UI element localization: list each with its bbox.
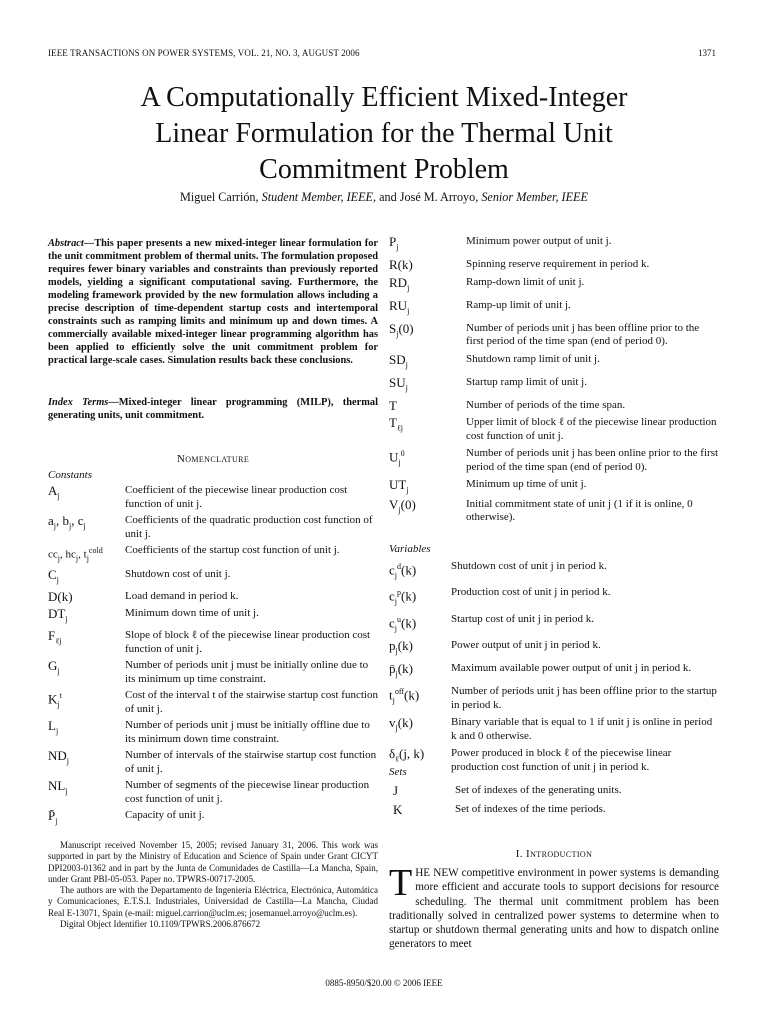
paper-title: [60, 80, 708, 188]
symbol: $G_j$: [48, 658, 60, 676]
author-1: Miguel Carrión,: [180, 190, 259, 204]
drop-cap: T: [389, 862, 413, 904]
description: Coefficients of the quadratic production cost function of unit j.: [125, 514, 373, 540]
description: Coefficients of the startup cost function of unit j.: [125, 544, 340, 556]
list-item: [389, 258, 719, 272]
list-item: [389, 716, 719, 743]
list-item: [389, 416, 719, 443]
symbol: $cc_j$, $hc_j$, $t_j^{cold}$: [48, 546, 103, 563]
description: Initial commitment state of unit j (1 if it is online, 0 otherwise).: [466, 497, 693, 524]
description: Power produced in block ℓ of the piecewise linear production cost function of unit j in period k.: [451, 747, 672, 773]
description: Minimum up time of unit j.: [466, 478, 587, 491]
symbol: $S_j(0)$: [389, 320, 414, 339]
footnote: [48, 840, 378, 930]
list-item: [389, 803, 719, 817]
symbol: $T_{\ell j}$: [389, 415, 404, 434]
description: Number of segments of the piecewise linear production cost function of unit j.: [125, 779, 370, 805]
list-item: [389, 613, 719, 635]
description: Number of periods unit j has been online prior to the first period of the time span (end of period 0).: [466, 447, 719, 473]
description: Shutdown cost of unit j.: [125, 568, 231, 581]
symbol: J: [393, 783, 399, 798]
constants-list: [48, 469, 378, 828]
symbol: $p̄_j(k)$: [389, 661, 413, 679]
footnote-manuscript: Manuscript received November 15, 2005; revised January 31, 2006. This work was supported in part by the Ministry of Education and Science of Spain under Grant CICYT DPI2003-01362 and in part by the Junta de Comunidades de Castilla—La Mancha, Spain, under Grant PBI-05-053. Paper no. TPWRS-00717-2005.: [48, 840, 378, 884]
list-item: [389, 276, 719, 295]
symbol: T: [389, 397, 397, 413]
description: Cost of the interval t of the stairwise startup cost function of unit j.: [125, 689, 378, 715]
title-line-2: Linear Formulation for the Thermal Unit: [155, 118, 613, 149]
description: Number of periods of the time span.: [466, 398, 626, 411]
title-line-3: Commitment Problem: [259, 154, 509, 185]
description: Coefficient of the piecewise linear production cost function of unit j.: [125, 484, 348, 510]
symbol: $P_j$: [389, 234, 399, 252]
introduction-text: HE NEW competitive environment in power systems is demanding more efficient and accurate tools to support decisions for resource scheduling. The thermal unit commitment problem has been traditionally solved in centralized power systems to determine when to startup or shutdown thermal generating units and how to dispatch online generators to meet: [389, 867, 719, 951]
author-1-role: Student Member, IEEE,: [261, 190, 377, 204]
description: Slope of block ℓ of the piecewise linear production cost function of unit j.: [125, 629, 371, 655]
page-number: 1371: [698, 48, 716, 58]
symbol: $F_{\ell j}$: [48, 628, 62, 646]
list-item: [389, 662, 719, 681]
symbol: $t_j^{off}(k)$: [389, 687, 420, 706]
title-line-1: A Computationally Efficient Mixed-Integer: [140, 82, 628, 113]
list-item: [389, 376, 719, 395]
journal-header: IEEE TRANSACTIONS ON POWER SYSTEMS, VOL. 21, NO. 3, AUGUST 2006: [48, 48, 360, 58]
index-terms: [48, 396, 378, 422]
author-and: and: [379, 190, 397, 204]
constants-list-continued: [389, 235, 719, 529]
list-item: [48, 689, 378, 716]
symbol: $RU_j$: [389, 297, 410, 316]
variables-label: Variables: [389, 543, 431, 555]
list-item: [48, 514, 378, 541]
description: Minimum power output of unit j.: [466, 235, 612, 247]
author-2: José M. Arroyo,: [399, 190, 479, 204]
symbol: $a_j$, $b_j$, $c_j$: [48, 513, 86, 531]
list-item: [389, 478, 719, 497]
symbol: K: [393, 801, 403, 817]
symbol: $DT_j$: [48, 605, 68, 624]
list-item: [48, 484, 378, 511]
list-item: [389, 586, 719, 608]
abstract-text: This paper presents a new mixed-integer linear formulation for the unit commitment problem of thermal units. The formulation proposed requires fewer binary variables and constraints than previously reported models, yielding a significant computational saving. Furthermore, the modeling framework provided by the new formulation allows including a precise description of time-dependent startup costs and intertemporal constraints such as ramping limits and minimum up and down times. A commercially available mixed-integer linear programming algorithm has been applied to efficiently solve the unit commitment problem for practical large-scale cases. Simulation results back these conclusions.: [48, 238, 378, 366]
description: Minimum down time of unit j.: [125, 606, 259, 619]
abstract-lead: Abstract—: [48, 238, 95, 249]
description: Number of intervals of the stairwise startup cost function of unit j.: [125, 749, 377, 775]
footnote-affiliation: The authors are with the Departamento de Ingeniería Eléctrica, Electrónica, Automática y Comunicaciones, E.T.S.I. Industriales, Universidad de Castilla—La Mancha, Ciudad Real E-13071, Spain (e-mail: miguel.carrion@uclm.es; josemanuel.arroyo@uclm.es).: [48, 885, 378, 918]
symbol: $c_j^d(k)$: [389, 562, 417, 580]
index-terms-lead: Index Terms—: [48, 397, 119, 408]
description: Shutdown cost of unit j in period k.: [451, 560, 607, 572]
symbol: $U_j^0$: [389, 449, 405, 468]
description: Set of indexes of the time periods.: [455, 802, 606, 815]
sets-list: [389, 766, 719, 816]
symbol: $SU_j$: [389, 374, 408, 393]
description: Power output of unit j in period k.: [451, 639, 601, 652]
list-item: [48, 719, 378, 746]
symbol: $UT_j$: [389, 477, 409, 496]
symbol: $NL_j$: [48, 778, 68, 796]
symbol: $c_j^u(k)$: [389, 614, 417, 633]
author-2-role: Senior Member, IEEE: [481, 190, 588, 204]
symbol: $ND_j$: [48, 748, 70, 766]
description: Ramp-down limit of unit j.: [466, 275, 585, 288]
description: Capacity of unit j.: [125, 809, 205, 822]
list-item: [389, 685, 719, 712]
symbol: D(k): [48, 589, 73, 605]
author-line: [60, 190, 708, 205]
list-item: [389, 498, 719, 525]
nomenclature-heading: Nomenclature: [176, 453, 250, 465]
list-item: [389, 784, 719, 798]
symbol: $A_j$: [48, 483, 60, 501]
constants-label: Constants: [48, 469, 93, 481]
footnote-doi: Digital Object Identifier 10.1109/TPWRS.2006.876672: [60, 919, 261, 930]
symbol: $K_j^t$: [48, 691, 62, 709]
description: Maximum available power output of unit j in period k.: [451, 662, 692, 675]
list-item: [389, 353, 719, 372]
list-item: [48, 607, 378, 626]
list-item: [389, 560, 719, 582]
list-item: [48, 629, 378, 656]
description: Number of periods unit j must be initially offline due to its minimum down time constraint.: [125, 719, 370, 745]
list-item: [389, 447, 719, 474]
list-item: [48, 659, 378, 686]
description: Number of periods unit j has been offline prior to the startup in period k.: [451, 685, 717, 711]
symbol: $L_j$: [48, 718, 59, 736]
list-item: [389, 322, 719, 349]
symbol: $c_j^p(k)$: [389, 588, 417, 607]
list-item: [389, 399, 719, 413]
description: Shutdown ramp limit of unit j.: [466, 352, 600, 365]
description: Ramp-up limit of unit j.: [466, 298, 571, 311]
description: Set of indexes of the generating units.: [455, 784, 622, 796]
list-item: [48, 590, 378, 604]
section-heading-introduction: I. Introduction: [515, 848, 593, 860]
description: Spinning reserve requirement in period k.: [466, 258, 650, 271]
introduction-body: [389, 862, 719, 952]
list-item: [389, 235, 719, 254]
description: Number of periods unit j has been offline prior to the first period of the time span (end of period 0).: [466, 321, 700, 348]
list-item: [389, 639, 719, 658]
description: Startup cost of unit j in period k.: [451, 612, 594, 625]
symbol: R(k): [389, 257, 413, 273]
variables-list: [389, 543, 719, 774]
list-item: [389, 299, 719, 318]
list-item: [48, 544, 378, 565]
description: Load demand in period k.: [125, 590, 239, 603]
symbol: $\delta_\ell(j$, k): [389, 746, 425, 765]
copyright-footer: 0885-8950/$20.00 © 2006 IEEE: [325, 978, 443, 988]
list-item: [48, 809, 378, 828]
description: Upper limit of block ℓ of the piecewise linear production cost function of unit j.: [466, 416, 717, 442]
symbol: $p_j(k)$: [389, 638, 413, 656]
list-item: [48, 749, 378, 776]
description: Number of periods unit j must be initially online due to its minimum up time constraint.: [125, 659, 369, 685]
symbol: $V_j(0)$: [389, 496, 416, 515]
description: Startup ramp limit of unit j.: [466, 375, 587, 388]
index-terms-text: Mixed-integer linear programming (MILP), thermal generating units, unit commitment.: [48, 397, 378, 421]
symbol: $v_j(k)$: [389, 715, 413, 734]
symbol: $SD_j$: [389, 351, 408, 370]
list-item: [48, 779, 378, 806]
abstract: [48, 237, 378, 367]
description: Production cost of unit j in period k.: [451, 586, 611, 599]
list-item: [48, 568, 378, 587]
symbol: $RD_j$: [389, 274, 410, 293]
symbol: $C_j$: [48, 567, 59, 585]
sets-label: Sets: [389, 766, 407, 778]
description: Binary variable that is equal to 1 if unit j is online in period k and 0 otherwise.: [451, 716, 713, 742]
symbol: $P̄_j$: [48, 808, 58, 826]
